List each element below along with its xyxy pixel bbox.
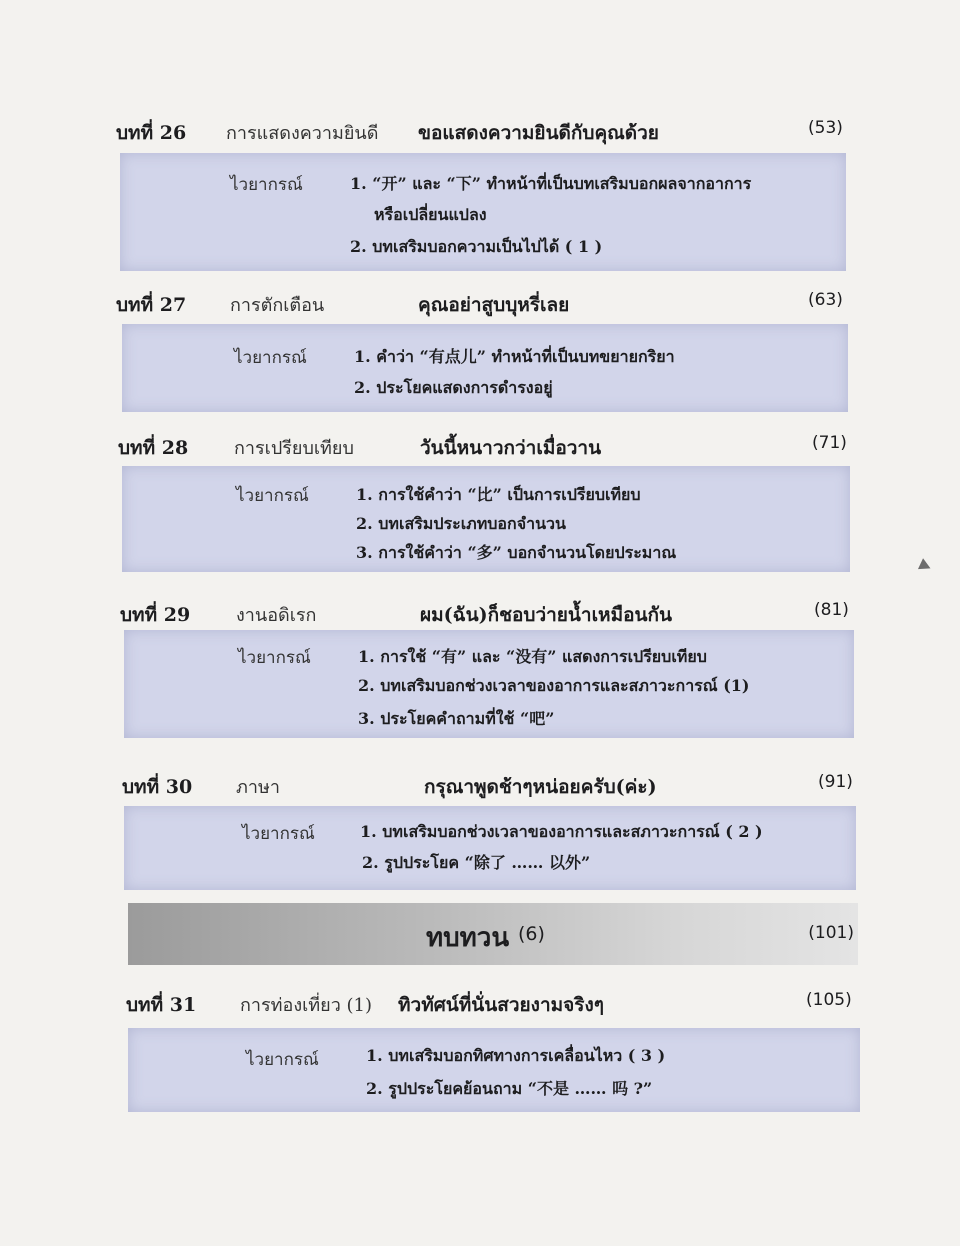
grammar-item: 2. ประโยคแสดงการดำรงอยู่ xyxy=(354,378,553,397)
lesson-30-header xyxy=(0,772,960,804)
lesson-31-grammar-box xyxy=(128,1028,860,1112)
lesson-31-header xyxy=(0,990,960,1022)
lesson-topic: การเปรียบเทียบ xyxy=(234,438,354,459)
page-number: (63) xyxy=(808,290,843,310)
lesson-title: กรุณาพูดช้าๆหน่อยครับ(ค่ะ) xyxy=(424,776,657,798)
grammar-item: 2. บทเสริมประเภทบอกจำนวน xyxy=(356,514,566,533)
grammar-item: 1. คำว่า “有点儿” ทำหน้าที่เป็นบทขยายกริยา xyxy=(354,347,675,366)
review-title: ทบทวน xyxy=(426,923,510,953)
grammar-item: หรือเปลี่ยนแปลง xyxy=(374,205,487,224)
grammar-label: ไวยากรณ์ xyxy=(246,1050,319,1070)
grammar-item: 2. บทเสริมบอกความเป็นไปได้ ( 1 ) xyxy=(350,237,603,256)
lesson-30-grammar-box xyxy=(124,806,856,890)
lesson-title: ขอแสดงความยินดีกับคุณด้วย xyxy=(418,122,659,144)
lesson-topic: ภาษา xyxy=(236,777,280,798)
lesson-title: ผม(ฉัน)ก็ชอบว่ายน้ำเหมือนกัน xyxy=(420,604,673,626)
grammar-item: 3. ประโยคคำถามที่ใช้ “吧” xyxy=(358,709,555,728)
grammar-item: 1. การใช้คำว่า “比” เป็นการเปรียบเทียบ xyxy=(356,485,641,504)
lesson-title: ทิวทัศน์ที่นั่นสวยงามจริงๆ xyxy=(398,994,604,1016)
grammar-item: 1. “开” และ “下” ทำหน้าที่เป็นบทเสริมบอกผลจากอาการ xyxy=(350,174,752,193)
margin-mark xyxy=(918,558,933,574)
review-number: (6) xyxy=(518,923,545,945)
page-number: (101) xyxy=(808,923,854,943)
grammar-item: 2. รูปประโยค “除了 …… 以外” xyxy=(362,853,591,872)
lesson-topic: การตักเตือน xyxy=(230,295,325,316)
grammar-label: ไวยากรณ์ xyxy=(230,175,303,195)
lesson-number: บทที่ 30 xyxy=(122,776,193,798)
lesson-27-grammar-box xyxy=(122,324,848,412)
lesson-number: บทที่ 31 xyxy=(126,994,197,1016)
grammar-item: 1. การใช้ “有” และ “没有” แสดงการเปรียบเทียบ xyxy=(358,647,707,666)
lesson-26-header xyxy=(0,118,960,150)
grammar-item: 1. บทเสริมบอกช่วงเวลาของอาการและสภาวะการณ์ ( 2 ) xyxy=(360,822,763,841)
lesson-27-header xyxy=(0,290,960,322)
page-number: (105) xyxy=(806,990,852,1010)
grammar-label: ไวยากรณ์ xyxy=(236,486,309,506)
grammar-item: 1. บทเสริมบอกทิศทางการเคลื่อนไหว ( 3 ) xyxy=(366,1046,666,1065)
grammar-label: ไวยากรณ์ xyxy=(238,648,311,668)
lesson-29-grammar-box xyxy=(124,630,854,738)
grammar-label: ไวยากรณ์ xyxy=(234,348,307,368)
lesson-topic: การท่องเที่ยว (1) xyxy=(240,995,373,1016)
lesson-28-header xyxy=(0,433,960,465)
grammar-item: 3. การใช้คำว่า “多” บอกจำนวนโดยประมาณ xyxy=(356,543,677,562)
lesson-number: บทที่ 29 xyxy=(120,604,191,626)
lesson-topic: การแสดงความยินดี xyxy=(226,123,379,144)
lesson-title: วันนี้หนาวกว่าเมื่อวาน xyxy=(420,437,602,459)
review-section-bar xyxy=(128,903,858,965)
lesson-29-header xyxy=(0,600,960,632)
grammar-label: ไวยากรณ์ xyxy=(242,824,315,844)
page-number: (71) xyxy=(812,433,847,453)
page-number: (91) xyxy=(818,772,853,792)
grammar-item: 2. บทเสริมบอกช่วงเวลาของอาการและสภาวะการณ์ (1) xyxy=(358,676,750,695)
page-number: (53) xyxy=(808,118,843,138)
lesson-number: บทที่ 26 xyxy=(116,122,187,144)
lesson-title: คุณอย่าสูบบุหรี่เลย xyxy=(418,294,570,316)
lesson-topic: งานอดิเรก xyxy=(236,605,317,626)
page-number: (81) xyxy=(814,600,849,620)
lesson-number: บทที่ 28 xyxy=(118,437,189,459)
grammar-item: 2. รูปประโยคย้อนถาม “不是 …… 吗 ?” xyxy=(366,1079,653,1098)
lesson-28-grammar-box xyxy=(122,466,850,572)
lesson-26-grammar-box xyxy=(120,153,846,271)
lesson-number: บทที่ 27 xyxy=(116,294,187,316)
